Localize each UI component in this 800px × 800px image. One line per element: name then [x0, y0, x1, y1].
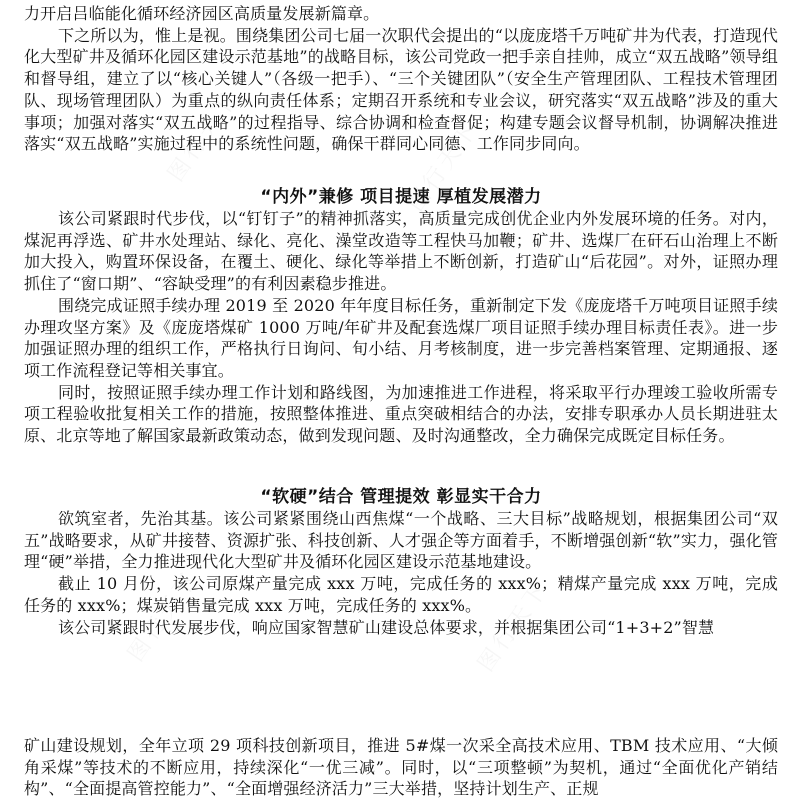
paragraph-license-progress: 同时，按照证照手续办理工作计划和路线图，为加速推进工作进程，将采取平行办理竣工验收所需专项工程验收批复相关工作的措施，按照整体推进、重点突破相结合的办法，安排专职承办人员长期进驻太原、北京等地了解国家最新政策动态，做到发现问题、及时沟通整改，全力确保完成既定目标任务。 [24, 382, 778, 446]
paragraph-responsibility-system: 下之所以为，惟上是视。围绕集团公司七届一次职代会提出的“以庞庞塔千万吨矿井为代表，打造现代化大型矿井及循环化园区建设示范基地”的战略目标，该公司党政一把手亲自挂帅，成立“双五战略”领导组和督导组，建立了以“核心关键人”（各级一把手）、“三个关键团队”（安全生产管理团队、工程技术管理团队、现场管理团队）为重点的纵向责任体系；定期召开系统和专业会议，研究落实“双五战略”涉及的重大事项；加强对落实“双五战略”的过程指导、综合协调和检查督促；构建专题会议督导机制，协调解决推进落实“双五战略”实施过程中的系统性问题，确保干群同心同德、工作同步同向。 [24, 25, 778, 154]
section-heading-internal-external: “内外”兼修 项目提速 厚植发展潜力 [260, 187, 542, 207]
paragraph-smart-mine: 该公司紧跟时代发展步伐，响应国家智慧矿山建设总体要求，并根据集团公司“1+3+2”智慧 [58, 617, 715, 637]
section-internal-external [24, 186, 778, 447]
paragraph-strategy: 欲筑室者，先治其基。该公司紧紧围绕山西焦煤“一个战略、三大目标”战略规划，根据集团公司“双五”战略要求，从矿井接替、资源扩张、科技创新、人才强企等方面着手，不断增强创新“软”实力，强化管理“硬”举措，全力推进现代化大型矿井及循环化园区建设示范基地建设。 [24, 509, 778, 572]
watermark: 图行天下 [403, 116, 484, 217]
paragraph-tech-projects: 矿山建设规划，全年立项 29 项科技创新项目，推进 5#煤一次采全高技术应用、TBM 技术应用、“大倾角采煤”等技术的不断应用，持续深化“一优三减”。同时，以“三项整顿”为契机，通过“全面优化产销结构”、“全面提高管控能力”、“全面增强经济活力”三大举措，坚持计划生产、正规 [24, 736, 778, 799]
text-block-top [24, 3, 778, 155]
paragraph-license-plan: 围绕完成证照手续办理 2019 至 2020 年年度目标任务，重新制定下发《庞庞塔千万吨项目证照手续办理攻坚方案》及《庞庞塔煤矿 1000 万吨/年矿井及配套选煤厂项目证照手续办理目标责任表》。进一步加强证照办理的组织工作，严格执行日询问、旬小结、月考核制度，进一步完善档案管理、定期通报、逐项工作流程登记等相关事宜。 [24, 295, 778, 380]
watermark: 图行天下 [123, 566, 204, 667]
section-heading-soft-hard: “软硬”结合 管理提效 彰显实干合力 [260, 487, 542, 507]
paragraph-production-stats: 截止 10 月份，该公司原煤产量完成 xxx 万吨，完成任务的 xxx%；精煤产量完成 xxx 万吨，完成任务的 xxx%；煤炭销售量完成 xxx 万吨，完成任务的 xxx%。 [24, 574, 778, 615]
paragraph-opening-line: 力开启吕临能化循环经济园区高质量发展新篇章。 [24, 4, 380, 23]
watermark: 图行天下 [473, 576, 554, 677]
text-block-next-page [24, 735, 778, 800]
paragraph-environment: 该公司紧跟时代步伐，以“钉钉子”的精神抓落实，高质量完成创优企业内外发展环境的任务。对内，煤泥再浮选、矿井水处理站、绿化、亮化、澡堂改造等工程快马加鞭；矿井、选煤厂在矸石山治理上不断加大投入，购置环保设备，在覆土、硬化、绿化等举措上不断创新，打造矿山“后花园”。对外，证照办理抓住了“窗口期”、“容缺受理”的有利因素稳步推进。 [24, 209, 778, 294]
watermark: 图行天下 [163, 86, 244, 187]
section-soft-hard [24, 486, 778, 638]
